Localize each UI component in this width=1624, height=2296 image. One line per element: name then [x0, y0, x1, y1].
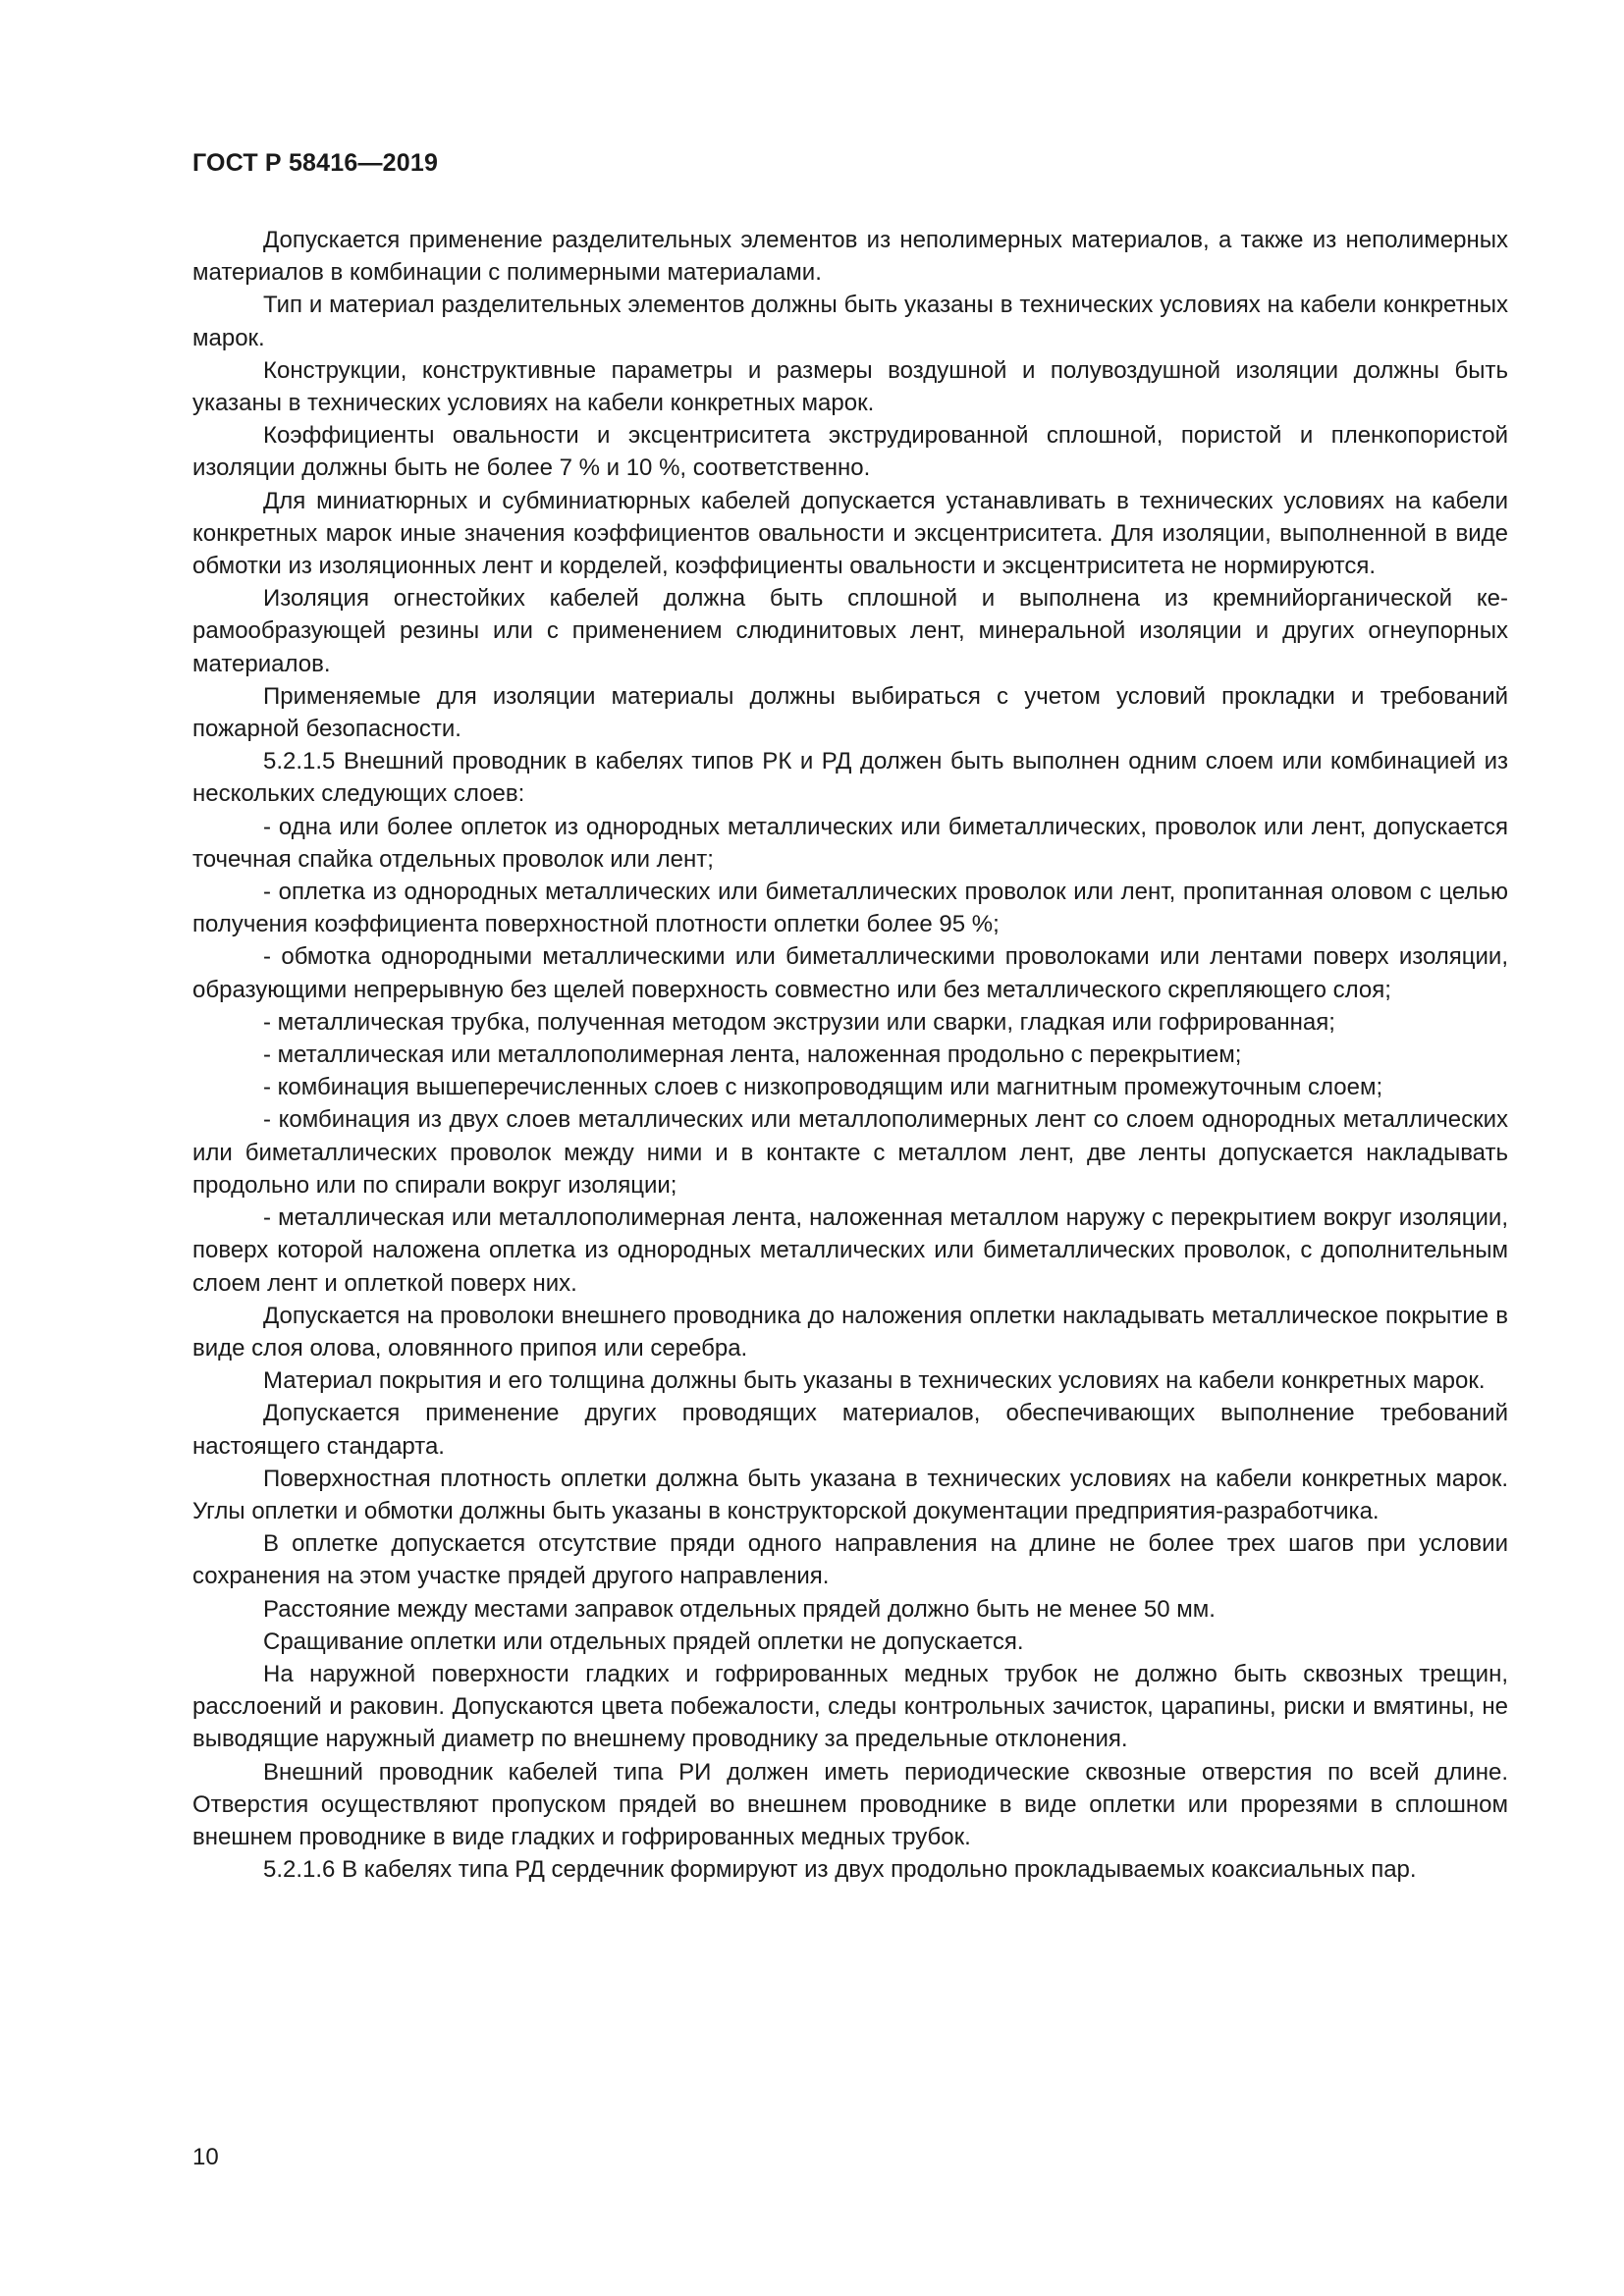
paragraph: Конструкции, конструктивные параметры и размеры воздушной и полувоздушной изоляции должны быть указаны в технических условиях на кабели конкретных марок. [192, 356, 1508, 417]
paragraph: Коэффициенты овальности и эксцентриситета экструдированной сплошной, пористой и пленкопористой изоляции должны быть не более 7 % и 10 %, соответственно. [192, 422, 1508, 482]
page-number: 10 [192, 2144, 219, 2170]
list-item: - металлическая трубка, полученная методом экструзии или сварки, гладкая или гофрированная; [263, 1008, 1335, 1036]
list-item: - оплетка из однородных металлических или биметаллических проволок или лент, пропитанная оловом с целью получения коэффициента поверхностной плотности оплетки более 95 %; [192, 879, 1508, 938]
paragraph: Расстояние между местами заправок отдельных прядей должно быть не менее 50 мм. [263, 1595, 1216, 1623]
paragraph: Внешний проводник кабелей типа РИ должен иметь периодические сквозные отверстия по всей длине. Отверстия осуществляют пропуском прядей во внешнем проводнике в виде оплетки или прорезями в сплошном внешнем проводнике в виде гладких и гофрированных медных трубок. [192, 1758, 1508, 1850]
list-item: - металлическая или металлополимерная лента, наложенная продольно с перекрытием; [263, 1041, 1242, 1069]
paragraph: Изоляция огнестойких кабелей должна быть сплошной и выполнена из кремнийорганической керамообразующей резины или с применением слюдинитовых лент, минеральной изоляции и других огнеупорных материалов. [192, 585, 1508, 677]
list-item: - комбинация вышеперечисленных слоев с низкопроводящим или магнитным промежуточным слоем; [263, 1074, 1383, 1101]
paragraph: На наружной поверхности гладких и гофрированных медных трубок не должно быть сквозных трещин, расслоений и раковин. Допускаются цвета побежалости, следы контрольных зачисток, царапины, риски и вмятины, не выводящие наружный диаметр по внешнему проводнику за предельные отклонения. [192, 1660, 1508, 1753]
paragraph: Сращивание оплетки или отдельных прядей оплетки не допускается. [263, 1628, 1024, 1655]
paragraph-clause-5-2-1-6: 5.2.1.6 В кабелях типа РД сердечник формируют из двух продольно прокладываемых коаксиальных пар. [263, 1856, 1417, 1884]
paragraph: Поверхностная плотность оплетки должна быть указана в технических условиях на кабели конкретных марок. Углы оплетки и обмотки должны быть указаны в конструкторской документации предприятия-разработчика. [192, 1465, 1508, 1524]
paragraph: Тип и материал разделительных элементов должны быть указаны в технических условиях на кабели конкретных марок. [192, 292, 1508, 351]
list-item: - металлическая или металлополимерная лента, наложенная металлом наружу с перекрытием вокруг изоляции, поверх которой наложена оплетка из однородных металлических или биметаллических проволок, с дополнительным слоем лент и оплеткой поверх них. [192, 1204, 1508, 1297]
paragraph: Применяемые для изоляции материалы должны выбираться с учетом условий прокладки и требований пожарной безопасности. [192, 682, 1508, 743]
paragraph: Допускается на проволоки внешнего проводника до наложения оплетки накладывать металлическое покрытие в виде слоя олова, оловянного припоя или серебра. [192, 1302, 1508, 1362]
paragraph: Для миниатюрных и субминиатюрных кабелей допускается устанавливать в технических условиях на кабели конкретных марок иные значения коэффициентов овальности и эксцентриситета. Для изоляции, выполненной в виде обмотки из изоляционных лент и корделей, коэффициенты овальности и эксцентриситета не нормируются. [192, 487, 1508, 580]
paragraph: Допускается применение других проводящих материалов, обеспечивающих выполнение требований настоящего стандарта. [192, 1400, 1508, 1460]
document-standard-code: ГОСТ Р 58416—2019 [192, 149, 439, 177]
list-item: - комбинация из двух слоев металлических или металлополимерных лент со слоем однородных металлических или биметаллических проволок между ними и в контакте с металлом лент, две ленты допускается накладывать продольно или по спирали вокруг изоляции; [192, 1106, 1508, 1199]
paragraph: Материал покрытия и его толщина должны быть указаны в технических условиях на кабели конкретных марок. [263, 1367, 1486, 1395]
paragraph: В оплетке допускается отсутствие пряди одного направления на длине не более трех шагов при условии сохранения на этом участке прядей другого направления. [192, 1530, 1508, 1590]
list-item: - одна или более оплеток из однородных металлических или биметаллических, проволок или лент, допускается точечная спайка отдельных проволок или лент; [192, 813, 1508, 873]
document-body [192, 224, 1508, 1886]
list-item: - обмотка однородными металлическими или биметаллическими проволоками или лентами поверх изоляции, образующими непрерывную без щелей поверхность совместно или без металлического скрепляющего слоя; [192, 943, 1508, 1003]
paragraph-clause-5-2-1-5: 5.2.1.5 Внешний проводник в кабелях типов РК и РД должен быть выполнен одним слоем или комбинацией из нескольких следующих слоев: [192, 748, 1508, 808]
paragraph: Допускается применение разделительных элементов из неполимерных материалов, а также из неполимерных материалов в комбинации с полимерными материалами. [192, 227, 1508, 287]
